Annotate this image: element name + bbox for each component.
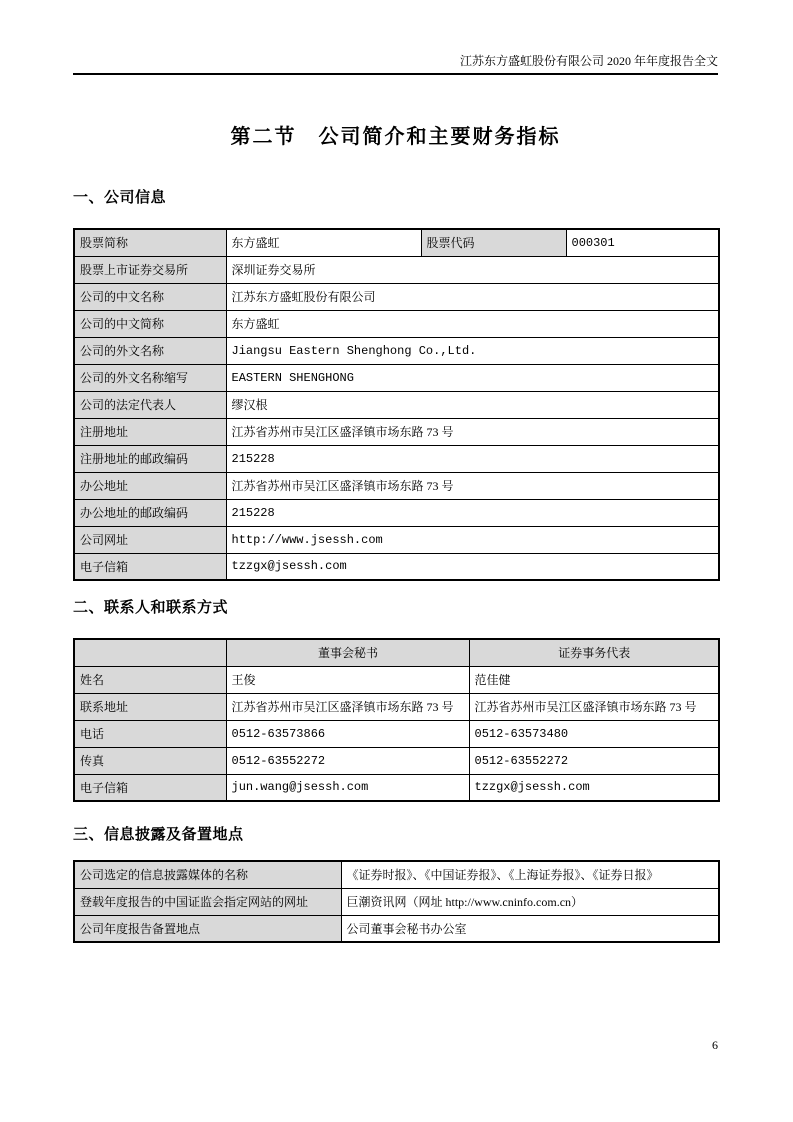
row-value: tzzgx@jsessh.com (469, 774, 719, 801)
row-value: tzzgx@jsessh.com (226, 553, 719, 580)
table-row (74, 364, 719, 391)
row-label: 股票上市证券交易所 (74, 256, 226, 283)
row-label: 注册地址 (74, 418, 226, 445)
table-row (74, 418, 719, 445)
row-value: 000301 (566, 229, 719, 256)
row-value: 江苏省苏州市吴江区盛泽镇市场东路 73 号 (226, 418, 719, 445)
table-row (74, 499, 719, 526)
row-label: 姓名 (74, 666, 226, 693)
row-value: 深圳证券交易所 (226, 256, 719, 283)
row-label: 公司的外文名称 (74, 337, 226, 364)
row-value: 215228 (226, 445, 719, 472)
row-value: jun.wang@jsessh.com (226, 774, 469, 801)
row-label: 办公地址的邮政编码 (74, 499, 226, 526)
row-label: 公司选定的信息披露媒体的名称 (74, 861, 341, 888)
row-value: 《证券时报》、《中国证券报》、《上海证券报》、《证券日报》 (341, 861, 719, 888)
row-label: 公司的中文名称 (74, 283, 226, 310)
table-row (74, 915, 719, 942)
row-label: 公司的外文名称缩写 (74, 364, 226, 391)
table-row (74, 283, 719, 310)
table-row (74, 229, 719, 256)
row-label: 电话 (74, 720, 226, 747)
row-value: 公司董事会秘书办公室 (341, 915, 719, 942)
table-row (74, 720, 719, 747)
disclosure-table (73, 860, 720, 943)
row-label: 电子信箱 (74, 774, 226, 801)
row-value: 东方盛虹 (226, 310, 719, 337)
table-row (74, 693, 719, 720)
column-header: 董事会秘书 (226, 639, 469, 666)
page-header (73, 53, 718, 75)
row-label: 办公地址 (74, 472, 226, 499)
page-title: 第二节 公司简介和主要财务指标 (230, 126, 561, 148)
row-label: 股票代码 (421, 229, 566, 256)
row-label: 公司年度报告备置地点 (74, 915, 341, 942)
table-row (74, 774, 719, 801)
row-label: 传真 (74, 747, 226, 774)
table-row (74, 337, 719, 364)
row-label: 股票简称 (74, 229, 226, 256)
row-value: 0512-63552272 (226, 747, 469, 774)
section-heading-company-info: 一、公司信息 (73, 190, 167, 206)
row-value: 东方盛虹 (226, 229, 421, 256)
row-value: 范佳健 (469, 666, 719, 693)
row-label: 联系地址 (74, 693, 226, 720)
row-label: 公司的法定代表人 (74, 391, 226, 418)
table-row (74, 310, 719, 337)
row-value: 215228 (226, 499, 719, 526)
row-value: http://www.jsessh.com (226, 526, 719, 553)
page-header-text: 江苏东方盛虹股份有限公司 2020 年年度报告全文 (459, 54, 718, 68)
row-label: 注册地址的邮政编码 (74, 445, 226, 472)
row-label: 登载年度报告的中国证监会指定网站的网址 (74, 888, 341, 915)
table-row (74, 472, 719, 499)
section-heading-contacts: 二、联系人和联系方式 (73, 600, 229, 616)
row-label: 公司的中文简称 (74, 310, 226, 337)
row-value: 江苏省苏州市吴江区盛泽镇市场东路 73 号 (226, 472, 719, 499)
row-value: 0512-63573866 (226, 720, 469, 747)
table-row (74, 666, 719, 693)
corner-cell (74, 639, 226, 666)
company-info-table (73, 228, 720, 581)
row-value: 0512-63573480 (469, 720, 719, 747)
row-value: Jiangsu Eastern Shenghong Co.,Ltd. (226, 337, 719, 364)
row-value: 王俊 (226, 666, 469, 693)
contacts-table (73, 638, 720, 802)
row-label: 电子信箱 (74, 553, 226, 580)
row-value: 0512-63552272 (469, 747, 719, 774)
table-row (74, 391, 719, 418)
row-value: 江苏东方盛虹股份有限公司 (226, 283, 719, 310)
row-value: 缪汉根 (226, 391, 719, 418)
row-value: 巨潮资讯网（网址 http://www.cninfo.com.cn） (341, 888, 719, 915)
row-value: 江苏省苏州市吴江区盛泽镇市场东路 73 号 (226, 693, 469, 720)
table-row (74, 747, 719, 774)
row-value: 江苏省苏州市吴江区盛泽镇市场东路 73 号 (469, 693, 719, 720)
row-value: EASTERN SHENGHONG (226, 364, 719, 391)
table-row (74, 445, 719, 472)
table-row (74, 256, 719, 283)
table-row (74, 861, 719, 888)
page-number: 6 (712, 1038, 718, 1052)
section-heading-disclosure: 三、信息披露及备置地点 (73, 827, 244, 843)
table-row (74, 888, 719, 915)
table-row (74, 553, 719, 580)
table-header-row (74, 639, 719, 666)
row-label: 公司网址 (74, 526, 226, 553)
column-header: 证券事务代表 (469, 639, 719, 666)
table-row (74, 526, 719, 553)
